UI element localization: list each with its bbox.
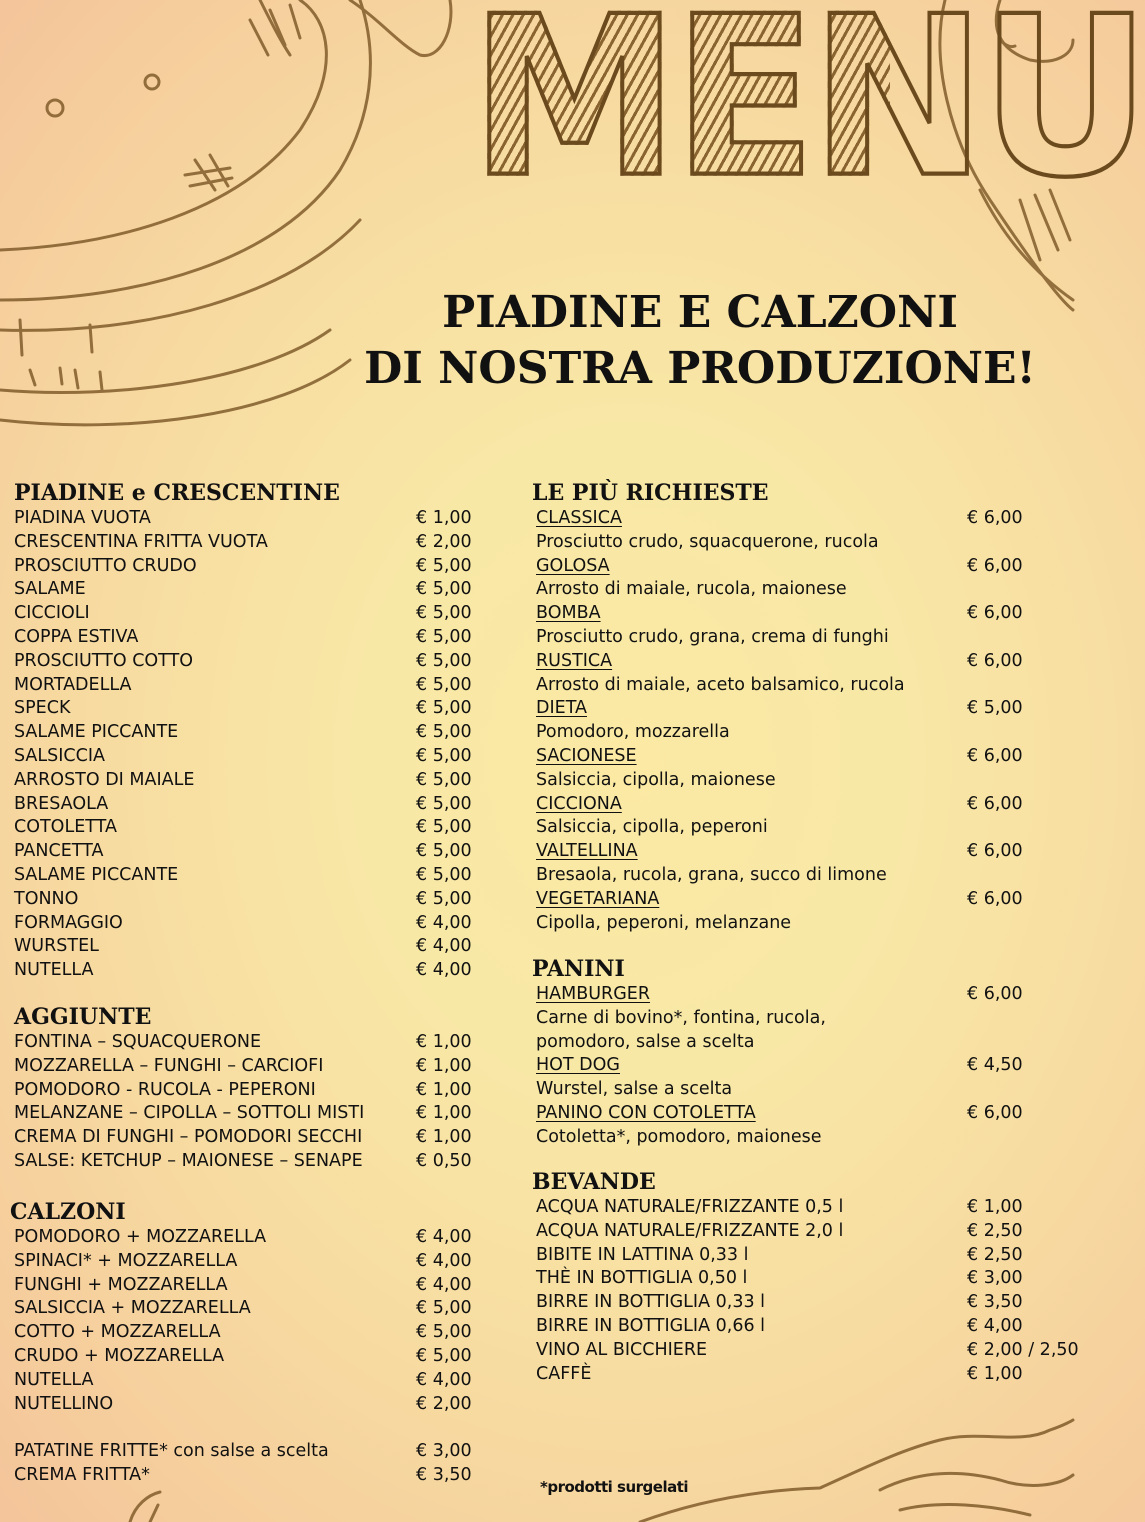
menu-item bbox=[536, 1102, 1023, 1126]
menu-item bbox=[14, 1250, 472, 1274]
menu-item bbox=[536, 602, 1023, 626]
section-title: LE PIÙ RICHIESTE bbox=[532, 480, 769, 506]
menu-item bbox=[14, 959, 472, 983]
item-price: € 4,00 bbox=[416, 1227, 472, 1247]
menu-item bbox=[536, 888, 1023, 912]
item-price: € 5,00 bbox=[416, 555, 472, 576]
item-name: SALSICCIA bbox=[14, 745, 105, 766]
item-price: € 1,00 bbox=[967, 1363, 1023, 1384]
item-price: € 4,00 bbox=[416, 1274, 472, 1295]
item-name: CAFFÈ bbox=[536, 1363, 592, 1384]
item-price: € 5,00 bbox=[967, 698, 1023, 719]
section-bevande bbox=[532, 1168, 1079, 1386]
item-name: SPECK bbox=[14, 698, 71, 719]
item-name: PROSCIUTTO COTTO bbox=[14, 650, 194, 671]
menu-item bbox=[14, 578, 472, 602]
item-price: € 1,00 bbox=[416, 1103, 472, 1124]
menu-item bbox=[14, 769, 472, 793]
item-name: FORMAGGIO bbox=[14, 912, 123, 933]
item-price: € 5,00 bbox=[416, 888, 472, 909]
item-price: € 4,00 bbox=[416, 912, 472, 933]
item-name: RUSTICA bbox=[536, 650, 613, 671]
item-price: € 4,00 bbox=[967, 1315, 1023, 1336]
item-name: THÈ IN BOTTIGLIA 0,50 l bbox=[536, 1268, 748, 1289]
menu-item bbox=[536, 983, 1023, 1007]
item-price: € 5,00 bbox=[416, 841, 472, 862]
menu-item bbox=[14, 650, 472, 674]
item-name: SALSE: KETCHUP – MAIONESE – SENAPE bbox=[14, 1150, 363, 1171]
item-price: € 6,00 bbox=[967, 508, 1023, 528]
item-name: BIRRE IN BOTTIGLIA 0,33 l bbox=[536, 1292, 766, 1313]
item-price: € 6,00 bbox=[967, 984, 1023, 1004]
item-price: € 5,00 bbox=[416, 793, 472, 814]
menu-item bbox=[536, 697, 1023, 721]
item-name: PANCETTA bbox=[14, 841, 104, 862]
item-price: € 6,00 bbox=[967, 603, 1023, 624]
item-price: € 1,00 bbox=[416, 1079, 472, 1100]
item-name: POMODORO + MOZZARELLA bbox=[14, 1227, 267, 1247]
item-description: pomodoro, salse a scelta bbox=[536, 1031, 755, 1052]
item-name: VINO AL BICCHIERE bbox=[536, 1339, 708, 1360]
item-name: HOT DOG bbox=[536, 1055, 620, 1076]
menu-item bbox=[536, 745, 1023, 769]
item-price: € 6,00 bbox=[967, 841, 1023, 862]
item-name: PROSCIUTTO CRUDO bbox=[14, 555, 197, 576]
item-price: € 5,00 bbox=[416, 769, 472, 790]
menu-item bbox=[14, 1226, 472, 1250]
item-name: CICCIONA bbox=[536, 793, 622, 814]
item-name: CRESCENTINA FRITTA VUOTA bbox=[14, 531, 268, 552]
item-name: NUTELLA bbox=[14, 960, 94, 981]
menu-item bbox=[14, 840, 472, 864]
menu-item bbox=[14, 1321, 472, 1345]
item-description: Bresaola, rucola, grana, succo di limone bbox=[536, 864, 887, 885]
item-price: € 6,00 bbox=[967, 793, 1023, 814]
menu-item bbox=[536, 1054, 1023, 1078]
item-name: CREMA FRITTA* bbox=[14, 1464, 150, 1485]
item-price: € 4,00 bbox=[416, 960, 472, 981]
item-description: Cipolla, peperoni, melanzane bbox=[536, 912, 792, 933]
menu-item bbox=[14, 1274, 472, 1298]
headline bbox=[340, 285, 1060, 397]
item-name: SALAME PICCANTE bbox=[14, 722, 179, 743]
item-name: MELANZANE – CIPOLLA – SOTTOLI MISTI bbox=[14, 1103, 365, 1124]
item-price: € 6,00 bbox=[967, 650, 1023, 671]
item-name: SPINACI* + MOZZARELLA bbox=[14, 1250, 238, 1271]
menu-item bbox=[536, 650, 1023, 674]
item-price: € 5,00 bbox=[416, 579, 472, 600]
section-title: BEVANDE bbox=[532, 1169, 656, 1195]
menu-item bbox=[14, 721, 472, 745]
section-richieste bbox=[532, 479, 1023, 935]
item-name: BIRRE IN BOTTIGLIA 0,66 l bbox=[536, 1315, 766, 1336]
item-name: CLASSICA bbox=[536, 508, 622, 528]
menu-item bbox=[536, 1196, 1023, 1220]
menu-title: MENU bbox=[470, 0, 890, 200]
menu-item bbox=[14, 507, 472, 531]
item-name: CICCIOLI bbox=[14, 603, 90, 624]
menu-item bbox=[14, 1369, 472, 1393]
menu-item bbox=[14, 555, 472, 579]
menu-item bbox=[14, 935, 472, 959]
item-description: Carne di bovino*, fontina, rucola, bbox=[536, 1007, 826, 1028]
menu-item bbox=[14, 1393, 472, 1417]
menu-item bbox=[536, 1363, 1023, 1387]
item-name: SALAME PICCANTE bbox=[14, 864, 179, 885]
item-price: € 5,00 bbox=[416, 698, 472, 719]
footnote: *prodotti surgelati bbox=[540, 1478, 689, 1496]
menu-item bbox=[14, 1345, 472, 1369]
item-price: € 5,00 bbox=[416, 626, 472, 647]
item-name: PATATINE FRITTE* con salse a scelta bbox=[14, 1441, 329, 1461]
menu-item bbox=[14, 697, 472, 721]
item-name: COTTO + MOZZARELLA bbox=[14, 1322, 221, 1343]
item-name: PANINO CON COTOLETTA bbox=[536, 1102, 756, 1123]
menu-item bbox=[536, 1339, 1079, 1363]
menu-item bbox=[14, 888, 472, 912]
menu-item bbox=[14, 816, 472, 840]
menu-item bbox=[14, 1297, 472, 1321]
item-price: € 1,00 bbox=[967, 1197, 1023, 1217]
item-description: Pomodoro, mozzarella bbox=[536, 722, 730, 743]
item-price: € 4,00 bbox=[416, 936, 472, 957]
item-price: € 2,00 bbox=[416, 1393, 472, 1414]
menu-item bbox=[536, 793, 1023, 817]
item-name: SALSICCIA + MOZZARELLA bbox=[14, 1298, 251, 1319]
menu-item bbox=[14, 602, 472, 626]
item-price: € 3,50 bbox=[967, 1292, 1023, 1313]
item-price: € 4,00 bbox=[416, 1250, 472, 1271]
menu-item bbox=[14, 1055, 472, 1079]
item-name: SACIONESE bbox=[536, 745, 637, 766]
item-price: € 0,50 bbox=[416, 1150, 472, 1171]
item-name: CREMA DI FUNGHI – POMODORI SECCHI bbox=[14, 1127, 363, 1148]
item-price: € 2,50 bbox=[967, 1244, 1023, 1265]
menu-item bbox=[14, 1102, 472, 1126]
item-description: Cotoletta*, pomodoro, maionese bbox=[536, 1126, 822, 1147]
item-name: DIETA bbox=[536, 698, 587, 719]
item-name: HAMBURGER bbox=[536, 984, 650, 1004]
item-price: € 6,00 bbox=[967, 888, 1023, 909]
item-price: € 5,00 bbox=[416, 603, 472, 624]
item-name: MORTADELLA bbox=[14, 674, 132, 695]
menu-item bbox=[14, 793, 472, 817]
item-price: € 5,00 bbox=[416, 1298, 472, 1319]
menu-item bbox=[14, 531, 472, 555]
item-price: € 5,00 bbox=[416, 650, 472, 671]
item-description: Salsiccia, cipolla, maionese bbox=[536, 769, 776, 790]
section-panini bbox=[532, 955, 1023, 1150]
menu-item bbox=[536, 1267, 1023, 1291]
item-price: € 2,00 / 2,50 bbox=[967, 1339, 1079, 1360]
item-description: Wurstel, salse a scelta bbox=[536, 1079, 733, 1100]
section-aggiunte bbox=[14, 1003, 472, 1174]
menu-item bbox=[14, 626, 472, 650]
item-name: ACQUA NATURALE/FRIZZANTE 0,5 l bbox=[536, 1197, 844, 1217]
item-price: € 3,00 bbox=[967, 1268, 1023, 1289]
menu-item bbox=[14, 1079, 472, 1103]
item-name: VALTELLINA bbox=[536, 841, 638, 862]
item-price: € 4,50 bbox=[967, 1055, 1023, 1076]
menu-item bbox=[536, 1244, 1023, 1268]
item-name: ACQUA NATURALE/FRIZZANTE 2,0 l bbox=[536, 1220, 844, 1241]
item-price: € 5,00 bbox=[416, 1345, 472, 1366]
item-name: POMODORO - RUCOLA - PEPERONI bbox=[14, 1079, 316, 1100]
section-title: PIADINE e CRESCENTINE bbox=[14, 480, 340, 506]
item-description: Prosciutto crudo, grana, crema di funghi bbox=[536, 626, 889, 647]
menu-item bbox=[536, 840, 1023, 864]
menu-item bbox=[14, 1150, 472, 1174]
item-price: € 6,00 bbox=[967, 745, 1023, 766]
item-price: € 5,00 bbox=[416, 722, 472, 743]
item-name: SALAME bbox=[14, 579, 86, 600]
item-name: VEGETARIANA bbox=[536, 888, 660, 909]
section-title: CALZONI bbox=[10, 1199, 126, 1225]
headline-line-2: DI NOSTRA PRODUZIONE! bbox=[364, 343, 1036, 394]
item-price: € 5,00 bbox=[416, 674, 472, 695]
item-price: € 2,50 bbox=[967, 1220, 1023, 1241]
item-name: ARROSTO DI MAIALE bbox=[14, 769, 195, 790]
menu-item bbox=[536, 1291, 1023, 1315]
item-name: COPPA ESTIVA bbox=[14, 626, 139, 647]
item-name: CRUDO + MOZZARELLA bbox=[14, 1345, 225, 1366]
item-price: € 5,00 bbox=[416, 745, 472, 766]
item-price: € 4,00 bbox=[416, 1369, 472, 1390]
item-price: € 6,00 bbox=[967, 555, 1023, 576]
item-price: € 1,00 bbox=[416, 1032, 472, 1052]
section-title: AGGIUNTE bbox=[14, 1004, 152, 1030]
menu-item bbox=[14, 1031, 472, 1055]
item-description: Arrosto di maiale, rucola, maionese bbox=[536, 579, 847, 600]
headline-line-1: PIADINE E CALZONI bbox=[442, 287, 958, 338]
item-price: € 5,00 bbox=[416, 1322, 472, 1343]
section-piadine bbox=[14, 479, 472, 983]
section-calzoni bbox=[10, 1198, 472, 1416]
item-name: MOZZARELLA – FUNGHI – CARCIOFI bbox=[14, 1055, 324, 1076]
item-name: NUTELLA bbox=[14, 1369, 94, 1390]
menu-item bbox=[536, 507, 1023, 531]
item-price: € 1,00 bbox=[416, 1055, 472, 1076]
item-price: € 1,00 bbox=[416, 1127, 472, 1148]
item-name: WURSTEL bbox=[14, 936, 99, 957]
item-price: € 3,00 bbox=[416, 1441, 472, 1461]
item-name: BIBITE IN LATTINA 0,33 l bbox=[536, 1244, 749, 1265]
item-name: NUTELLINO bbox=[14, 1393, 114, 1414]
item-name: BRESAOLA bbox=[14, 793, 109, 814]
item-name: TONNO bbox=[14, 888, 79, 909]
item-description: Salsiccia, cipolla, peperoni bbox=[536, 817, 768, 838]
item-price: € 5,00 bbox=[416, 864, 472, 885]
menu-item bbox=[14, 864, 472, 888]
menu-item bbox=[536, 1220, 1023, 1244]
item-name: GOLOSA bbox=[536, 555, 610, 576]
item-price: € 2,00 bbox=[416, 531, 472, 552]
item-name: FONTINA – SQUACQUERONE bbox=[14, 1032, 262, 1052]
section-title: PANINI bbox=[532, 956, 625, 982]
item-name: PIADINA VUOTA bbox=[14, 508, 151, 528]
item-price: € 6,00 bbox=[967, 1102, 1023, 1123]
item-name: COTOLETTA bbox=[14, 817, 117, 838]
menu-item bbox=[14, 674, 472, 698]
item-description: Prosciutto crudo, squacquerone, rucola bbox=[536, 531, 879, 552]
menu-item bbox=[536, 1315, 1023, 1339]
item-price: € 5,00 bbox=[416, 817, 472, 838]
item-price: € 3,50 bbox=[416, 1464, 472, 1485]
item-description: Arrosto di maiale, aceto balsamico, rucola bbox=[536, 674, 905, 695]
menu-item bbox=[14, 1126, 472, 1150]
menu-item bbox=[14, 912, 472, 936]
item-name: BOMBA bbox=[536, 603, 601, 624]
item-name: FUNGHI + MOZZARELLA bbox=[14, 1274, 228, 1295]
menu-item bbox=[14, 745, 472, 769]
item-price: € 1,00 bbox=[416, 508, 472, 528]
menu-item bbox=[536, 555, 1023, 579]
